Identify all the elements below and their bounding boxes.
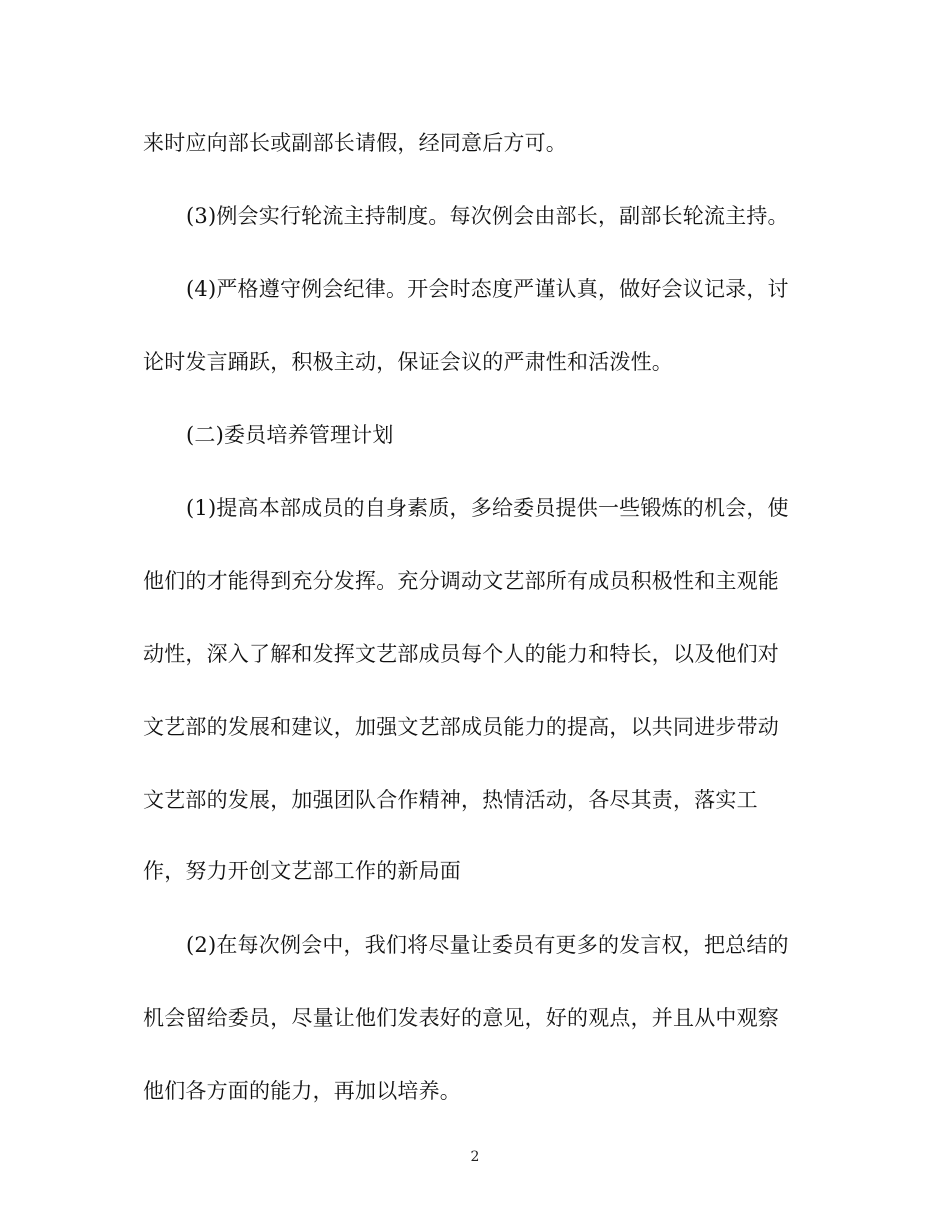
paragraph-line: 他们的才能得到充分发挥。充分调动文艺部所有成员积极性和主观能 <box>143 569 779 593</box>
paragraph-line: 作，努力开创文艺部工作的新局面 <box>143 859 461 883</box>
paragraph-line: (2)在每次例会中，我们将尽量让委员有更多的发言权，把总结的 <box>186 933 789 957</box>
paragraph-line: (1)提高本部成员的自身素质，多给委员提供一些锻炼的机会，使 <box>186 496 789 520</box>
paragraph-line: 文艺部的发展和建议，加强文艺部成员能力的提高，以共同进步带动 <box>143 715 779 739</box>
paragraph-line: 机会留给委员，尽量让他们发表好的意见，好的观点，并且从中观察 <box>143 1006 779 1030</box>
paragraph-line: 文艺部的发展，加强团队合作精神，热情活动，各尽其责，落实工 <box>143 788 758 812</box>
paragraph-line: 来时应向部长或副部长请假，经同意后方可。 <box>143 131 567 155</box>
paragraph-line: (4)严格遵守例会纪律。开会时态度严谨认真，做好会议记录，讨 <box>186 277 789 301</box>
paragraph-line: 动性，深入了解和发挥文艺部成员每个人的能力和特长，以及他们对 <box>143 642 779 666</box>
section-heading: (二)委员培养管理计划 <box>186 423 394 447</box>
paragraph-line: 论时发言踊跃，积极主动，保证会议的严肃性和活泼性。 <box>143 350 673 374</box>
page-number: 2 <box>470 1149 480 1165</box>
paragraph-line: (3)例会实行轮流主持制度。每次例会由部长，副部长轮流主持。 <box>186 204 789 228</box>
paragraph-line: 他们各方面的能力，再加以培养。 <box>143 1079 461 1103</box>
